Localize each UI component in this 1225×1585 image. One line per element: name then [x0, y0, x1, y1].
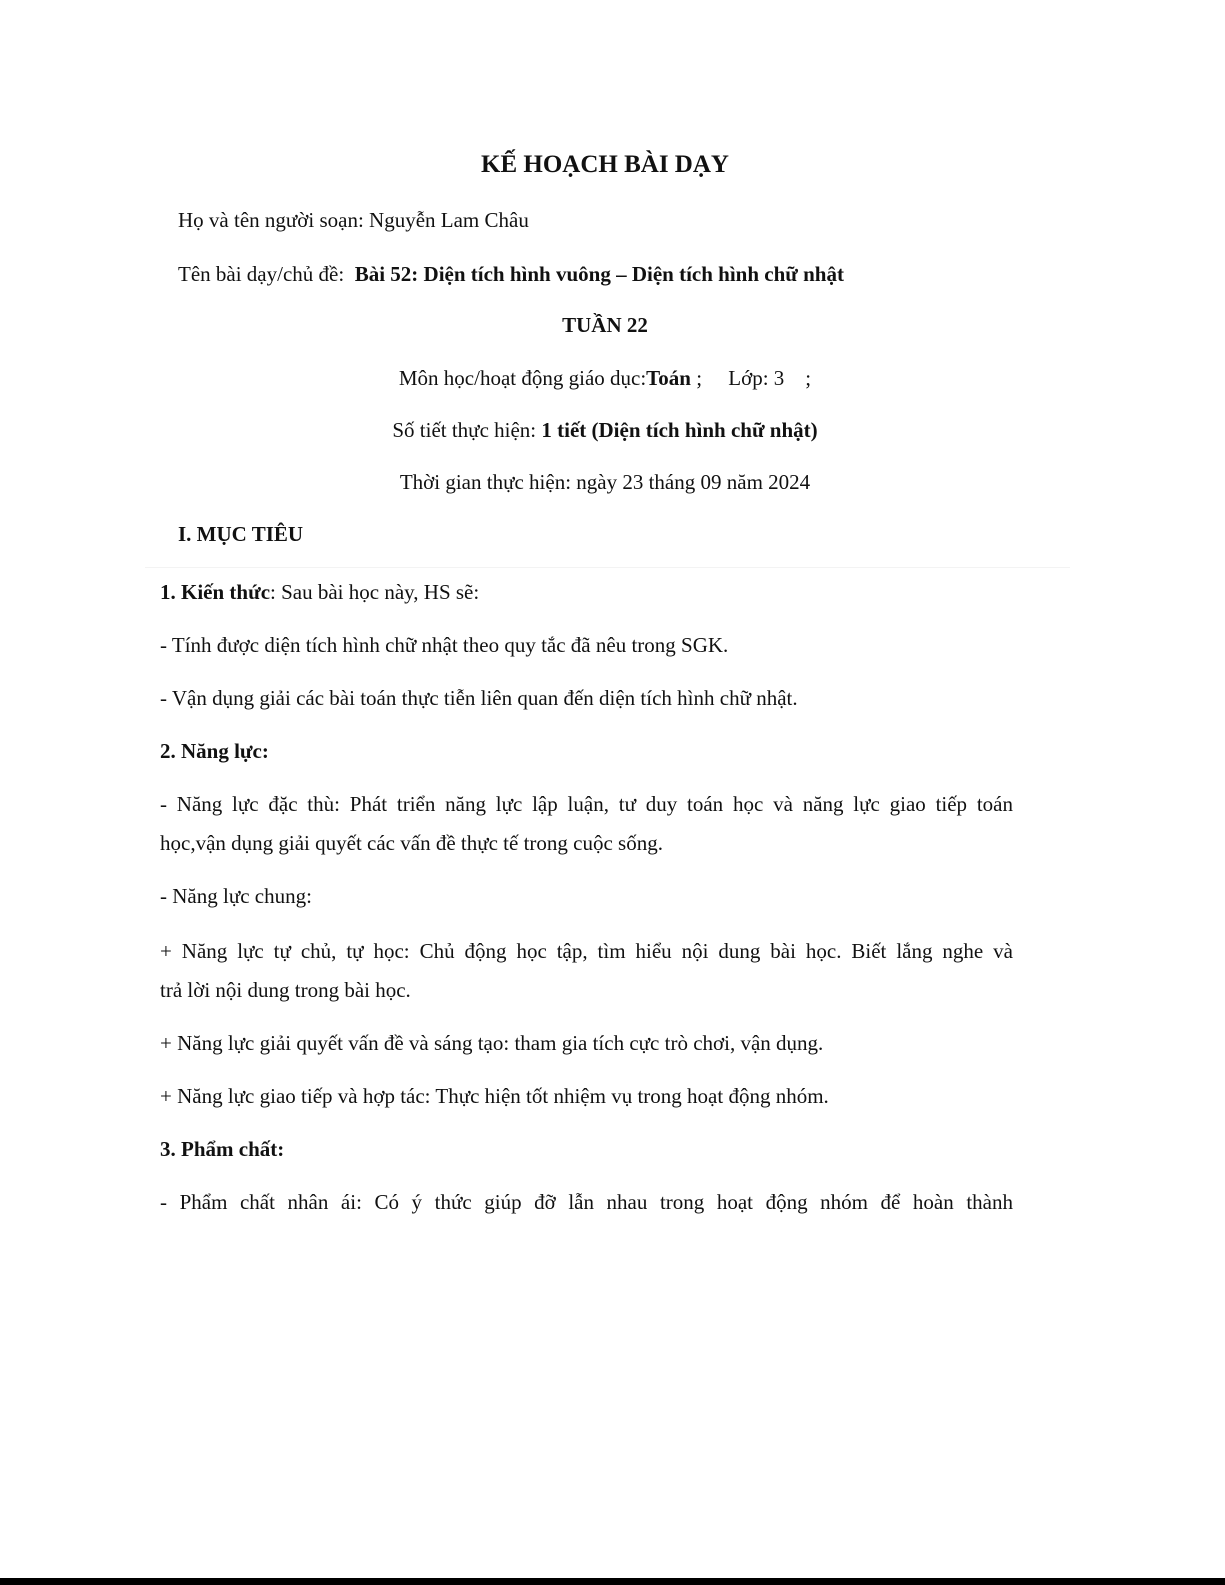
problem-solving-competence: + Năng lực giải quyết vấn đề và sáng tạo: tham gia tích cực trò chơi, vận dụng. [160, 1031, 824, 1055]
subject-value: Toán [646, 366, 691, 390]
specific-competence-line-2: học,vận dụng giải quyết các vấn đề thực tế trong cuộc sống. [160, 831, 663, 855]
knowledge-intro: : Sau bài học này, HS sẽ: [270, 580, 480, 604]
subject-line [0, 365, 1210, 391]
lesson-name: Bài 52: Diện tích hình vuông – Diện tích hình chữ nhật [354, 262, 844, 286]
knowledge-label: 1. Kiến thức [160, 580, 271, 604]
author-label: Họ và tên người soạn: [178, 208, 370, 232]
self-study-line-2: trả lời nội dung trong bài học. [160, 978, 411, 1002]
date-line: Thời gian thực hiện: ngày 23 tháng 09 năm 2024 [399, 470, 811, 494]
lesson-label: Tên bài dạy/chủ đề: [178, 262, 355, 286]
self-study-line-1: + Năng lực tự chủ, tự học: Chủ động học tập, tìm hiểu nội dung bài học. Biết lắng nghe và [160, 939, 1013, 963]
kindness-quality-line-1: - Phẩm chất nhân ái: Có ý thức giúp đỡ lẫn nhau trong hoạt động nhóm để hoàn thành [160, 1190, 1013, 1214]
knowledge-item: - Vận dụng giải các bài toán thực tiễn liên quan đến diện tích hình chữ nhật. [160, 686, 798, 710]
competence-heading: 2. Năng lực: [160, 739, 269, 763]
general-competence: - Năng lực chung: [160, 884, 312, 908]
lesson-line [178, 261, 844, 287]
periods-line [0, 417, 1210, 443]
page-title: KẾ HOẠCH BÀI DẠY [481, 151, 729, 178]
author-line [178, 207, 529, 233]
specific-competence-line-1: - Năng lực đặc thù: Phát triển năng lực lập luận, tư duy toán học và năng lực giao tiếp toán [160, 792, 1013, 816]
section-heading-objectives: I. MỤC TIÊU [178, 522, 304, 546]
knowledge-item: - Tính được diện tích hình chữ nhật theo quy tắc đã nêu trong SGK. [160, 633, 729, 657]
knowledge-heading [160, 579, 479, 605]
communication-competence: + Năng lực giao tiếp và hợp tác: Thực hiện tốt nhiệm vụ trong hoạt động nhóm. [160, 1084, 829, 1108]
qualities-heading: 3. Phẩm chất: [160, 1137, 285, 1161]
periods-value: 1 tiết (Diện tích hình chữ nhật) [541, 418, 818, 442]
section-divider [145, 567, 1070, 568]
week-label: TUẦN 22 [562, 313, 648, 337]
periods-label: Số tiết thực hiện: [392, 418, 542, 442]
author-name: Nguyễn Lam Châu [369, 208, 529, 232]
bottom-edge-bar [0, 1578, 1225, 1585]
grade-info: ; Lớp: 3 ; [690, 366, 812, 390]
subject-label: Môn học/hoạt động giáo dục: [398, 366, 647, 390]
